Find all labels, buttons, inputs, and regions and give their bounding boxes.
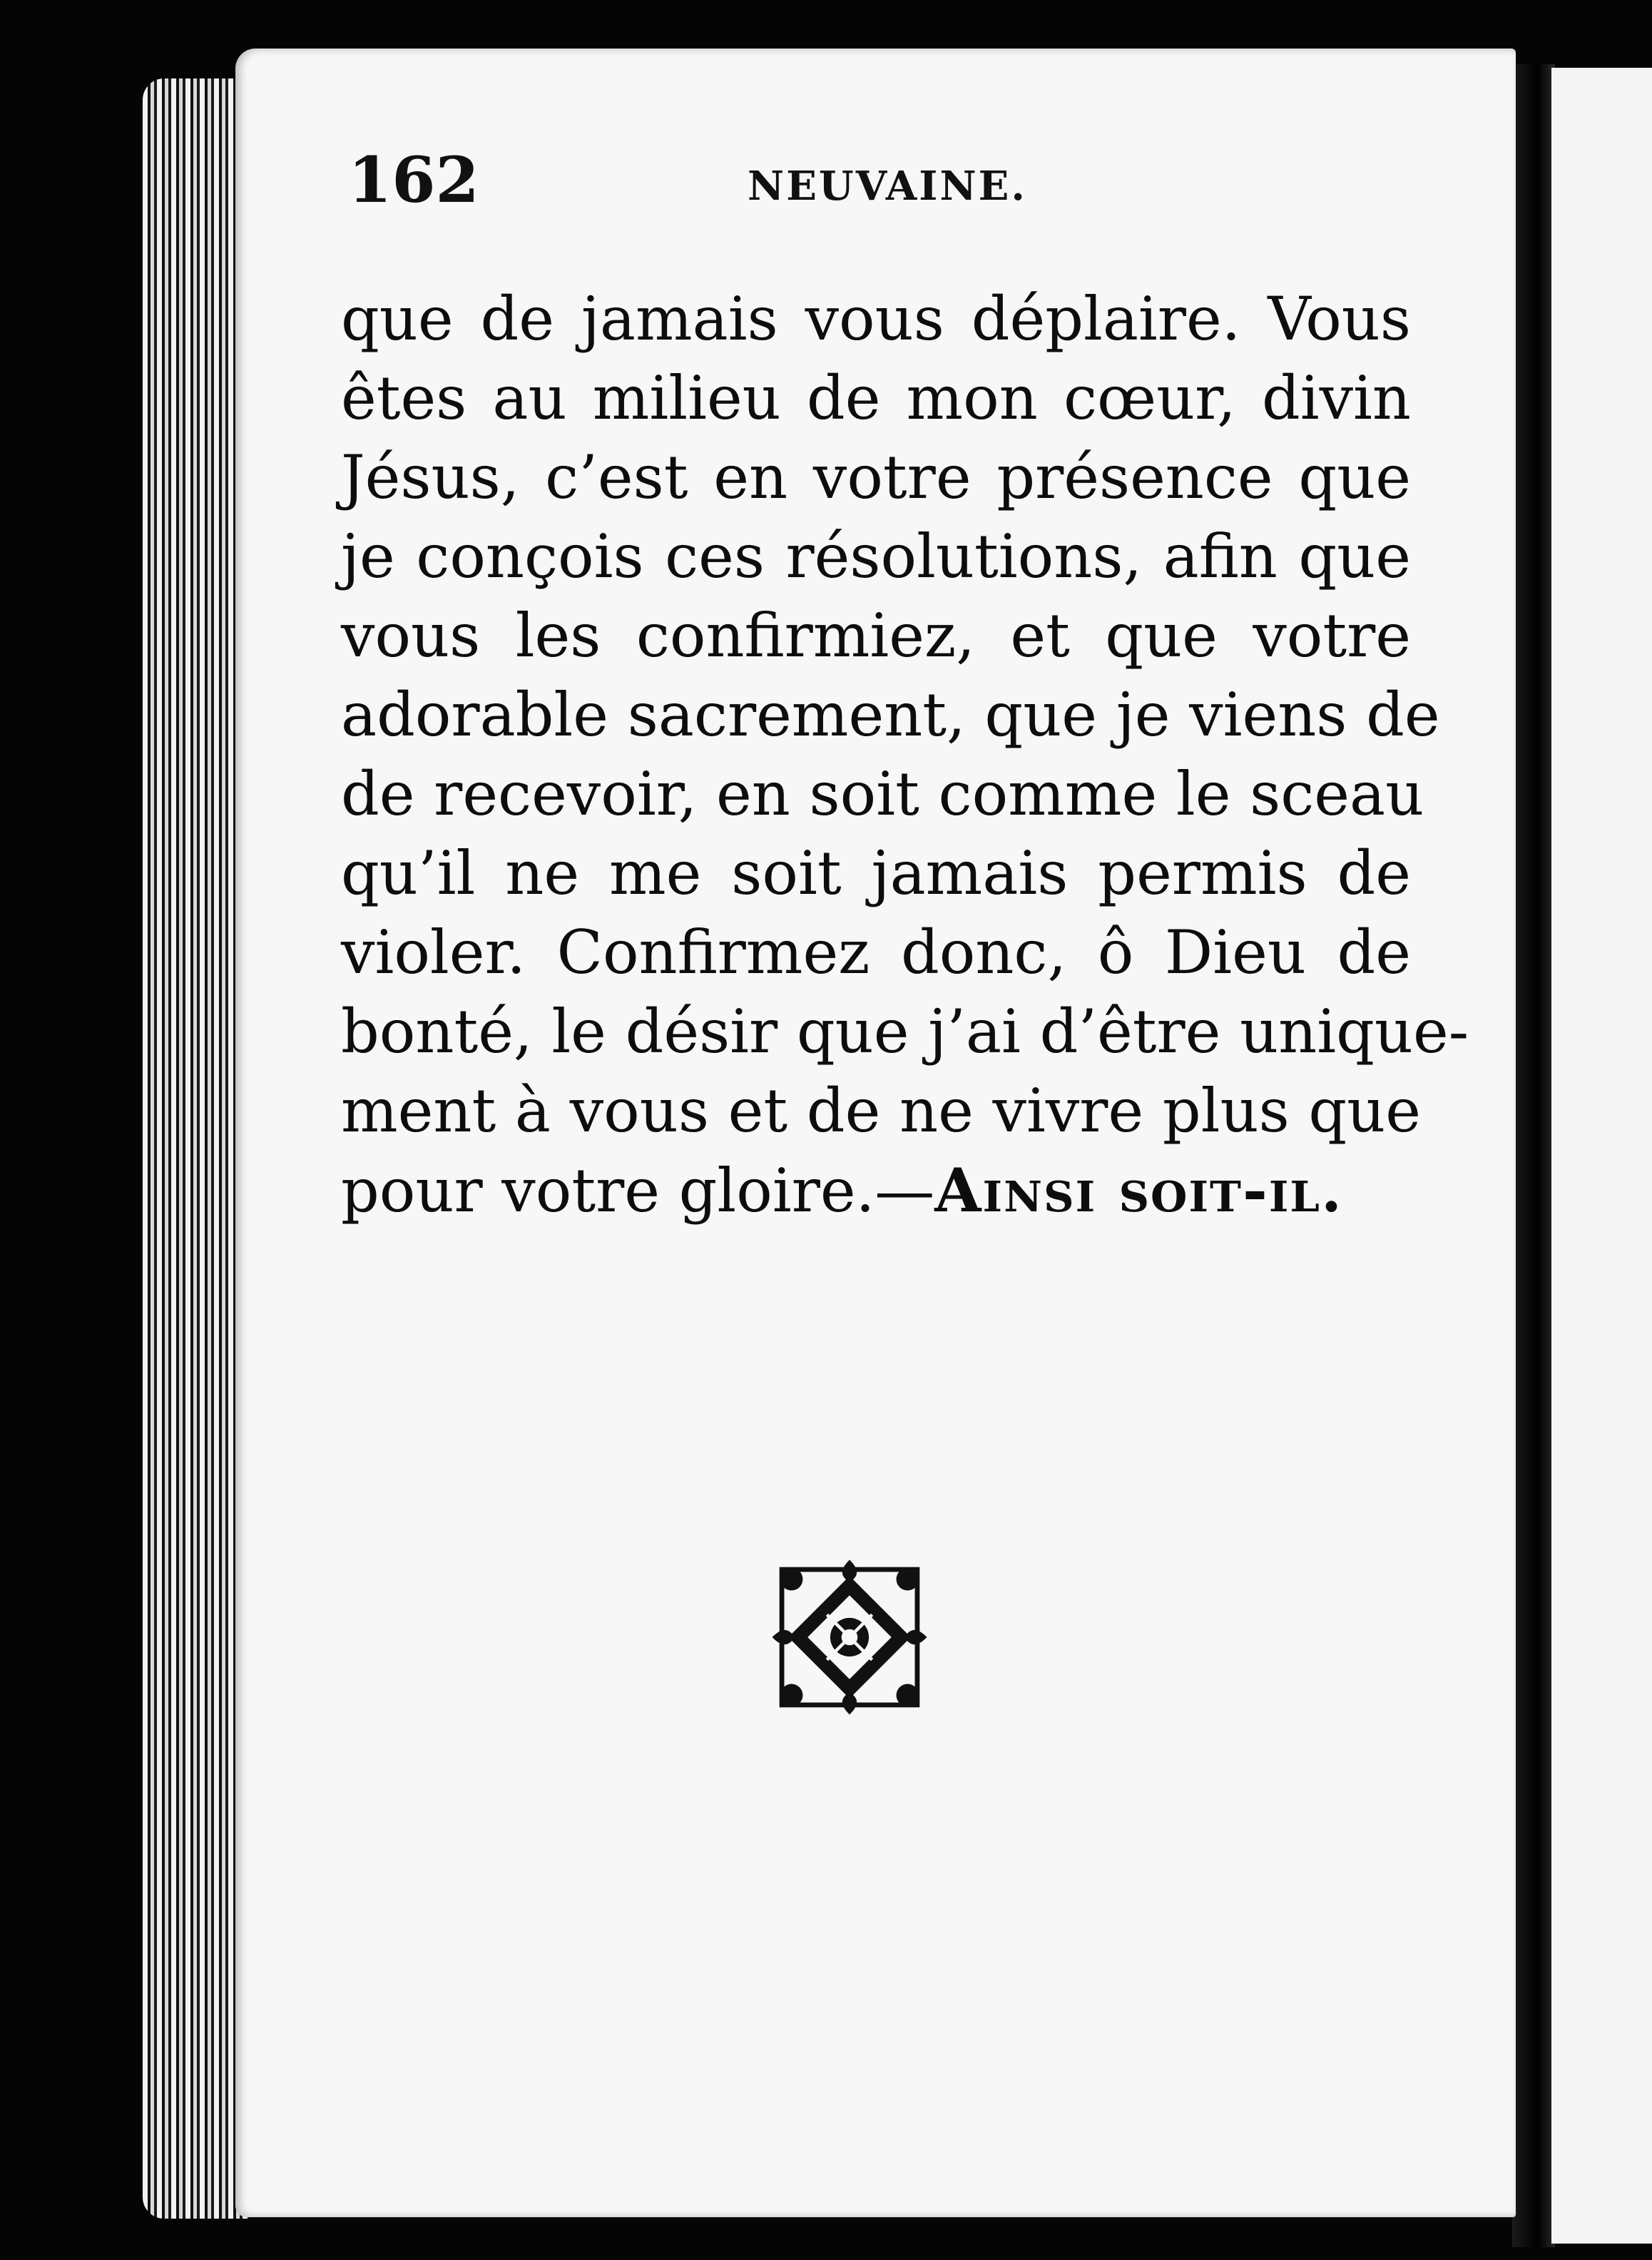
- body-paragraph: [341, 280, 1469, 1230]
- closing-formula: Ainsi soit-il.: [934, 1155, 1344, 1226]
- floral-cross-ornament-icon: [769, 1557, 930, 1718]
- text-line: qu’il ne me soit jamais permis de: [341, 838, 1411, 908]
- page-header: [348, 143, 1418, 221]
- text-line: de recevoir, en soit comme le sceau: [341, 759, 1424, 829]
- text-line: ment à vous et de ne vivre plus que: [341, 1076, 1421, 1146]
- book-gutter: [1512, 64, 1555, 2247]
- text-line: violer. Confirmez donc, ô Dieu de: [341, 917, 1411, 987]
- text-line: que de jamais vous déplaire. Vous: [341, 284, 1411, 354]
- text-line-final: [341, 1151, 1411, 1230]
- text-line: êtes au milieu de mon cœur, divin: [341, 363, 1411, 433]
- text-line: je conçois ces résolutions, afin que: [341, 521, 1411, 591]
- page-number: 162: [348, 143, 479, 217]
- text-line: vous les confirmiez, et que votre: [341, 601, 1411, 671]
- text-line: adorable sacrement, que je viens de: [341, 680, 1440, 750]
- text-line: bonté, le désir que j’ai d’être unique-: [341, 997, 1469, 1067]
- page-edges: [143, 78, 250, 2219]
- running-head: NEUVAINE.: [748, 163, 1027, 210]
- final-line-text: pour votre gloire.—: [341, 1156, 935, 1226]
- text-line: Jésus, c’est en votre présence que: [341, 442, 1411, 512]
- facing-page: [1551, 68, 1652, 2244]
